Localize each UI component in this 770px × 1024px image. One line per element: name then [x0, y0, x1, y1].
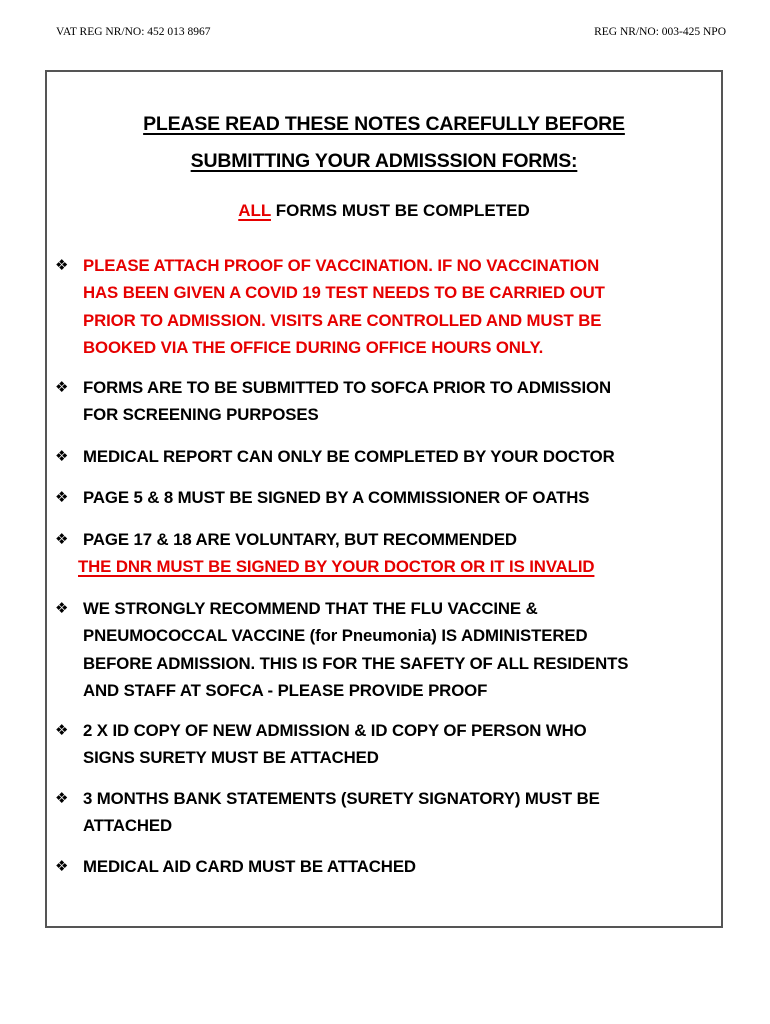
diamond-bullet-icon: ❖	[55, 600, 69, 617]
diamond-bullet-icon: ❖	[55, 257, 69, 274]
title-line-2: SUBMITTING YOUR ADMISSSION FORMS:	[190, 150, 578, 172]
diamond-bullet-icon: ❖	[55, 790, 69, 807]
note-item-bank-statements	[55, 785, 711, 840]
note-item-vaccination	[55, 252, 711, 361]
note-item-medical-report	[55, 443, 711, 470]
diamond-bullet-icon: ❖	[55, 531, 69, 548]
title-line-1: PLEASE READ THESE NOTES CAREFULLY BEFORE	[143, 113, 625, 135]
subtitle-rest: FORMS MUST BE COMPLETED	[270, 201, 530, 220]
note-text: 3 MONTHS BANK STATEMENTS (SURETY SIGNATORY) MUST BE ATTACHED	[83, 789, 600, 836]
note-item-voluntary-pages	[55, 526, 711, 581]
reg-number: REG NR/NO: 003-425 NPO	[594, 26, 726, 38]
note-text: FORMS ARE TO BE SUBMITTED TO SOFCA PRIOR TO ADMISSION FOR SCREENING PURPOSES	[83, 378, 611, 425]
note-item-id-copies	[55, 717, 711, 772]
diamond-bullet-icon: ❖	[55, 489, 69, 506]
diamond-bullet-icon: ❖	[55, 448, 69, 465]
note-text: WE STRONGLY RECOMMEND THAT THE FLU VACCINE & PNEUMOCOCCAL VACCINE (for Pneumonia) IS ADMINISTERED BEFORE ADMISSION. THIS IS FOR THE SAFETY OF ALL RESIDENTS AND STAFF AT SOFCA - PLEASE PROVIDE PROOF	[83, 599, 629, 700]
page-header	[56, 26, 726, 44]
dnr-warning: THE DNR MUST BE SIGNED BY YOUR DOCTOR OR IT IS INVALID	[78, 557, 595, 577]
vat-reg-number: VAT REG NR/NO: 452 013 8967	[56, 26, 211, 38]
notice-subtitle	[47, 200, 721, 222]
note-text: PLEASE ATTACH PROOF OF VACCINATION. IF NO VACCINATION HAS BEEN GIVEN A COVID 19 TEST NEEDS TO BE CARRIED OUT PRIOR TO ADMISSION. VISITS ARE CONTROLLED AND MUST BE BOOKED VIA THE OFFICE DURING OFFICE HOURS ONLY.	[83, 256, 605, 357]
notice-box	[45, 70, 723, 928]
subtitle-all-word: ALL	[238, 201, 271, 220]
note-item-commissioner	[55, 484, 711, 511]
note-item-vaccines	[55, 595, 711, 704]
note-text: PAGE 17 & 18 ARE VOLUNTARY, BUT RECOMMENDED	[83, 530, 517, 549]
note-text: 2 X ID COPY OF NEW ADMISSION & ID COPY OF PERSON WHO SIGNS SURETY MUST BE ATTACHED	[83, 721, 587, 768]
note-text: PAGE 5 & 8 MUST BE SIGNED BY A COMMISSIONER OF OATHS	[83, 488, 590, 507]
note-item-medical-aid	[55, 853, 711, 880]
diamond-bullet-icon: ❖	[55, 379, 69, 396]
note-text: MEDICAL AID CARD MUST BE ATTACHED	[83, 857, 416, 876]
note-text: MEDICAL REPORT CAN ONLY BE COMPLETED BY YOUR DOCTOR	[83, 447, 615, 466]
notice-title	[47, 106, 721, 180]
diamond-bullet-icon: ❖	[55, 722, 69, 739]
diamond-bullet-icon: ❖	[55, 858, 69, 875]
note-item-submission	[55, 374, 711, 429]
